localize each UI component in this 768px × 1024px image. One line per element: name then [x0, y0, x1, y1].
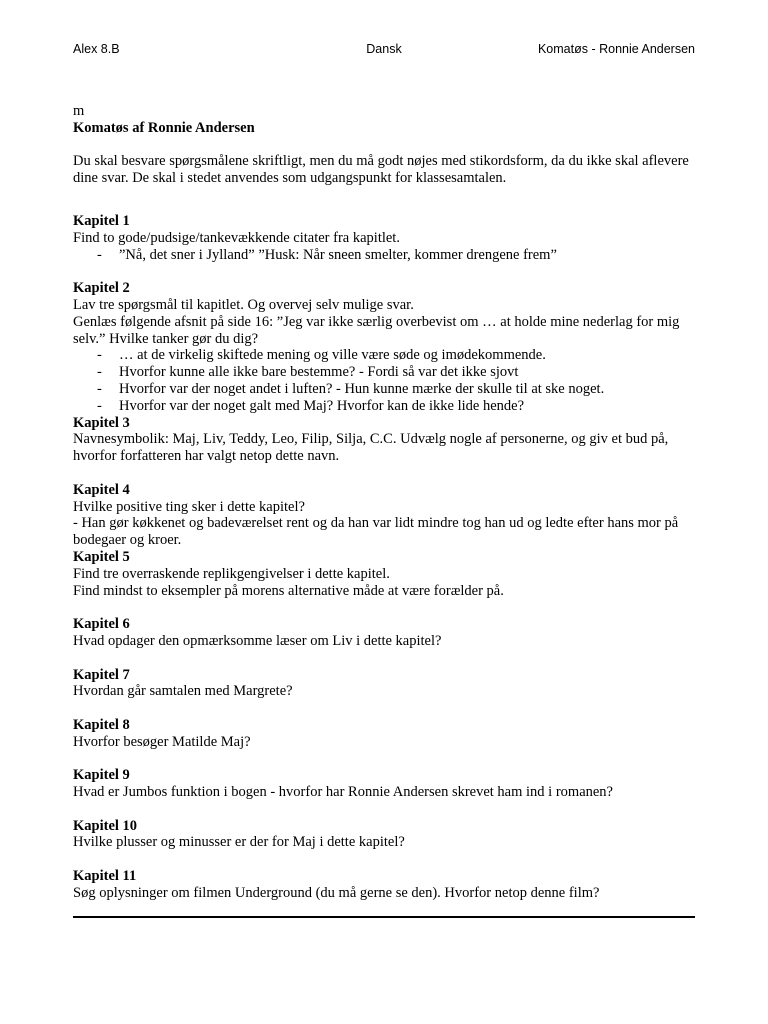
- chapter-question: Find tre overraskende replikgengivelser i dette kapitel.: [73, 565, 390, 582]
- dash-bullet: -: [97, 397, 102, 414]
- dash-bullet: -: [97, 380, 102, 397]
- chapter-6-section: [73, 616, 695, 650]
- list-item: [73, 381, 695, 398]
- dash-bullet: -: [97, 347, 102, 364]
- stray-character: m: [73, 103, 85, 119]
- chapter-heading: Kapitel 8: [73, 716, 130, 733]
- list-item: [73, 364, 695, 381]
- chapter-heading: Kapitel 3: [73, 414, 130, 431]
- chapter-heading: Kapitel 10: [73, 817, 138, 834]
- list-item-text: Hvorfor var der noget andet i luften? - Hun kunne mærke der skulle til at ske noget.: [119, 380, 605, 397]
- chapter-4-section: [73, 482, 695, 549]
- chapter-question: Lav tre spørgsmål til kapitlet. Og overvej selv mulige svar.: [73, 296, 414, 313]
- page-header: [73, 42, 695, 60]
- header-book-title: Komatøs - Ronnie Andersen: [537, 42, 695, 56]
- chapter-question: Hvorfor besøger Matilde Maj?: [73, 733, 251, 750]
- list-item-text: Hvorfor kunne alle ikke bare bestemme? - Fordi så var det ikke sjovt: [119, 364, 519, 381]
- intro-paragraph: Du skal besvare spørgsmålene skriftligt, men du må godt nøjes med stikordsform, da du ikke skal aflevere dine svar. De skal i stedet anvendes som udgangspunkt for klassesamtalen.: [73, 153, 689, 187]
- chapter-1-section: [73, 213, 695, 263]
- chapter-answer: - Han gør køkkenet og badeværelset rent og da han var lidt mindre tog han ud og ledte efter hans mor på bodegaer og kroer.: [73, 515, 679, 549]
- bottom-rule: [73, 916, 695, 918]
- dash-bullet: -: [97, 246, 102, 263]
- chapter-2-section: [73, 280, 695, 414]
- chapter-question: Søg oplysninger om filmen Underground (du må gerne se den). Hvorfor netop denne film?: [73, 884, 600, 901]
- header-subject: Dansk: [366, 42, 402, 56]
- chapter-question: Navnesymbolik: Maj, Liv, Teddy, Leo, Filip, Silja, C.C. Udvælg nogle af personerne, og giv et bud på, hvorfor forfatteren har valgt netop dette navn.: [73, 431, 669, 465]
- list-item-text: Hvorfor var der noget galt med Maj? Hvorfor kan de ikke lide hende?: [119, 397, 525, 414]
- list-item: [73, 347, 695, 364]
- chapter-question: Hvilke positive ting sker i dette kapitel?: [73, 498, 305, 515]
- chapter-heading: Kapitel 7: [73, 666, 130, 683]
- list-item: [73, 398, 695, 415]
- chapter-heading: Kapitel 11: [73, 868, 137, 885]
- dash-bullet: -: [97, 364, 102, 381]
- chapter-heading: Kapitel 1: [73, 212, 130, 229]
- chapter-question: Hvordan går samtalen med Margrete?: [73, 683, 293, 700]
- chapter-3-section: [73, 415, 695, 465]
- list-item: [73, 247, 695, 264]
- list-item-text: … at de virkelig skiftede mening og ville være søde og imødekommende.: [119, 347, 546, 364]
- chapter-9-section: [73, 767, 695, 801]
- chapter-heading: Kapitel 9: [73, 767, 130, 784]
- header-author-class: Alex 8.B: [73, 42, 120, 56]
- chapter-8-section: [73, 717, 695, 751]
- chapter-10-section: [73, 818, 695, 852]
- list-item-text: ”Nå, det sner i Jylland” ”Husk: Når sneen smelter, kommer drengene frem”: [119, 246, 557, 263]
- chapter-question: Genlæs følgende afsnit på side 16: ”Jeg var ikke særlig overbevist om … at holde mine nederlag for mig selv.” Hvilke tanker gør du dig?: [73, 313, 680, 347]
- chapter-7-section: [73, 667, 695, 701]
- chapter-heading: Kapitel 2: [73, 280, 130, 297]
- chapter-question: Find to gode/pudsige/tankevækkende citater fra kapitlet.: [73, 229, 400, 246]
- chapter-heading: Kapitel 4: [73, 481, 130, 498]
- chapter-question: Find mindst to eksempler på morens alternative måde at være forælder på.: [73, 582, 504, 599]
- document-body: [73, 103, 695, 902]
- chapter-question: Hvad opdager den opmærksomme læser om Liv i dette kapitel?: [73, 632, 442, 649]
- document-title: Komatøs af Ronnie Andersen: [73, 119, 255, 136]
- chapter-heading: Kapitel 6: [73, 616, 130, 633]
- chapter-5-section: [73, 549, 695, 599]
- chapter-heading: Kapitel 5: [73, 548, 130, 565]
- chapter-question: Hvilke plusser og minusser er der for Maj i dette kapitel?: [73, 834, 405, 851]
- chapter-11-section: [73, 868, 695, 902]
- chapter-question: Hvad er Jumbos funktion i bogen - hvorfor har Ronnie Andersen skrevet ham ind i romanen?: [73, 784, 613, 801]
